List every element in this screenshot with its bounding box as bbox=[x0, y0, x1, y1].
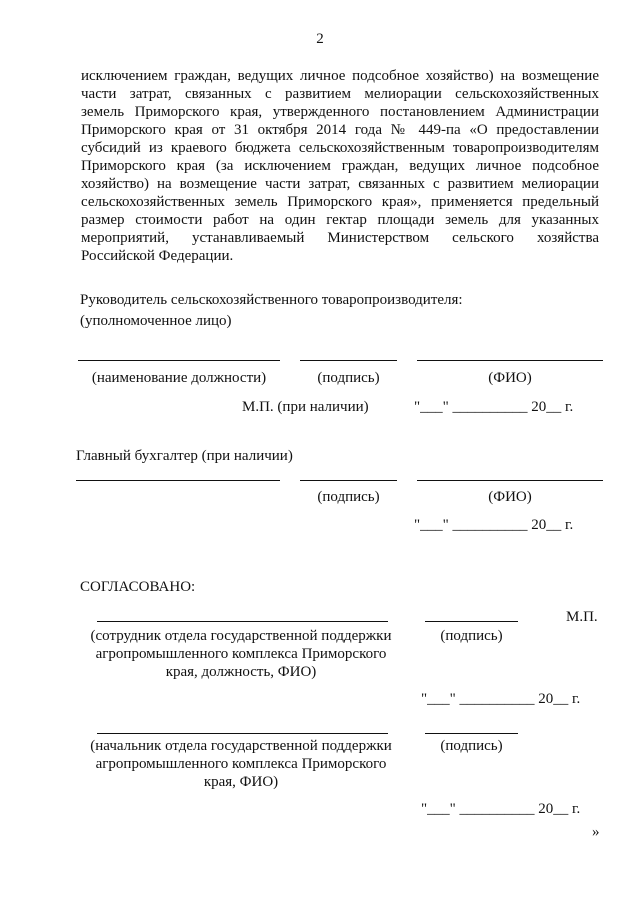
accountant-name-caption: (ФИО) bbox=[488, 489, 532, 505]
employee-signature-line[interactable] bbox=[425, 621, 518, 622]
closing-quote: » bbox=[592, 824, 600, 840]
head-of-department-line[interactable] bbox=[97, 733, 388, 734]
paragraph-line: Российской Федерации. bbox=[81, 248, 234, 264]
page-number: 2 bbox=[316, 31, 324, 47]
head-subtitle: (уполномоченное лицо) bbox=[80, 313, 232, 329]
head-of-department-caption-line: агропромышленного комплекса Приморского bbox=[95, 756, 387, 772]
head-of-department-caption-line: края, ФИО) bbox=[203, 774, 279, 790]
paragraph-line: мероприятий, устанавливаемый Министерством сельского хозяйства bbox=[81, 230, 599, 246]
paragraph-line: земель Приморского края, утвержденного постановлением Администрации bbox=[81, 104, 599, 120]
head-of-department-signature-line[interactable] bbox=[425, 733, 518, 734]
accountant-date-field[interactable]: "___" __________ 20__ г. bbox=[414, 517, 574, 533]
employee-line[interactable] bbox=[97, 621, 388, 622]
paragraph-line: размер стоимости работ на один гектар площади земель для указанных bbox=[81, 212, 599, 228]
seal-note: М.П. (при наличии) bbox=[242, 399, 369, 415]
date-field[interactable]: "___" __________ 20__ г. bbox=[414, 399, 574, 415]
paragraph-line: сельскохозяйственных земель Приморского края», применяется предельный bbox=[81, 194, 599, 210]
employee-caption-line: края, должность, ФИО) bbox=[165, 664, 317, 680]
agreed-title: СОГЛАСОВАНО: bbox=[80, 579, 196, 595]
head-of-department-caption-line: (начальник отдела государственной поддержки bbox=[90, 738, 392, 754]
paragraph-line: Приморского края (за исключением граждан, ведущих личное подсобное bbox=[81, 158, 599, 174]
accountant-signature-caption: (подпись) bbox=[317, 489, 380, 505]
paragraph-line: Приморского края от 31 октября 2014 года № 449-па «О предоставлении bbox=[81, 122, 599, 138]
signature-line[interactable] bbox=[300, 360, 397, 361]
accountant-position-line[interactable] bbox=[76, 480, 280, 481]
paragraph-line: части затрат, связанных с развитием мелиорации сельскохозяйственных bbox=[81, 86, 599, 102]
employee-caption-line: (сотрудник отдела государственной поддержки bbox=[90, 628, 392, 644]
paragraph-line: исключением граждан, ведущих личное подсобное хозяйство) на возмещение bbox=[81, 68, 599, 84]
employee-signature-caption: (подпись) bbox=[440, 628, 503, 644]
paragraph-line: хозяйство) на возмещение части затрат, связанных с развитием мелиорации bbox=[81, 176, 599, 192]
employee-date-field[interactable]: "___" __________ 20__ г. bbox=[421, 691, 581, 707]
accountant-name-line[interactable] bbox=[417, 480, 603, 481]
signature-caption: (подпись) bbox=[317, 370, 380, 386]
head-of-department-signature-caption: (подпись) bbox=[440, 738, 503, 754]
position-line[interactable] bbox=[78, 360, 280, 361]
position-caption: (наименование должности) bbox=[91, 370, 267, 386]
name-caption: (ФИО) bbox=[488, 370, 532, 386]
employee-caption-line: агропромышленного комплекса Приморского bbox=[95, 646, 387, 662]
head-of-department-date-field[interactable]: "___" __________ 20__ г. bbox=[421, 801, 581, 817]
accountant-title: Главный бухгалтер (при наличии) bbox=[76, 448, 293, 464]
accountant-signature-line[interactable] bbox=[300, 480, 397, 481]
name-line[interactable] bbox=[417, 360, 603, 361]
agreed-seal: М.П. bbox=[566, 609, 598, 625]
head-title: Руководитель сельскохозяйственного товаропроизводителя: bbox=[80, 292, 463, 308]
paragraph-line: субсидий из краевого бюджета сельскохозяйственным товаропроизводителям bbox=[81, 140, 599, 156]
